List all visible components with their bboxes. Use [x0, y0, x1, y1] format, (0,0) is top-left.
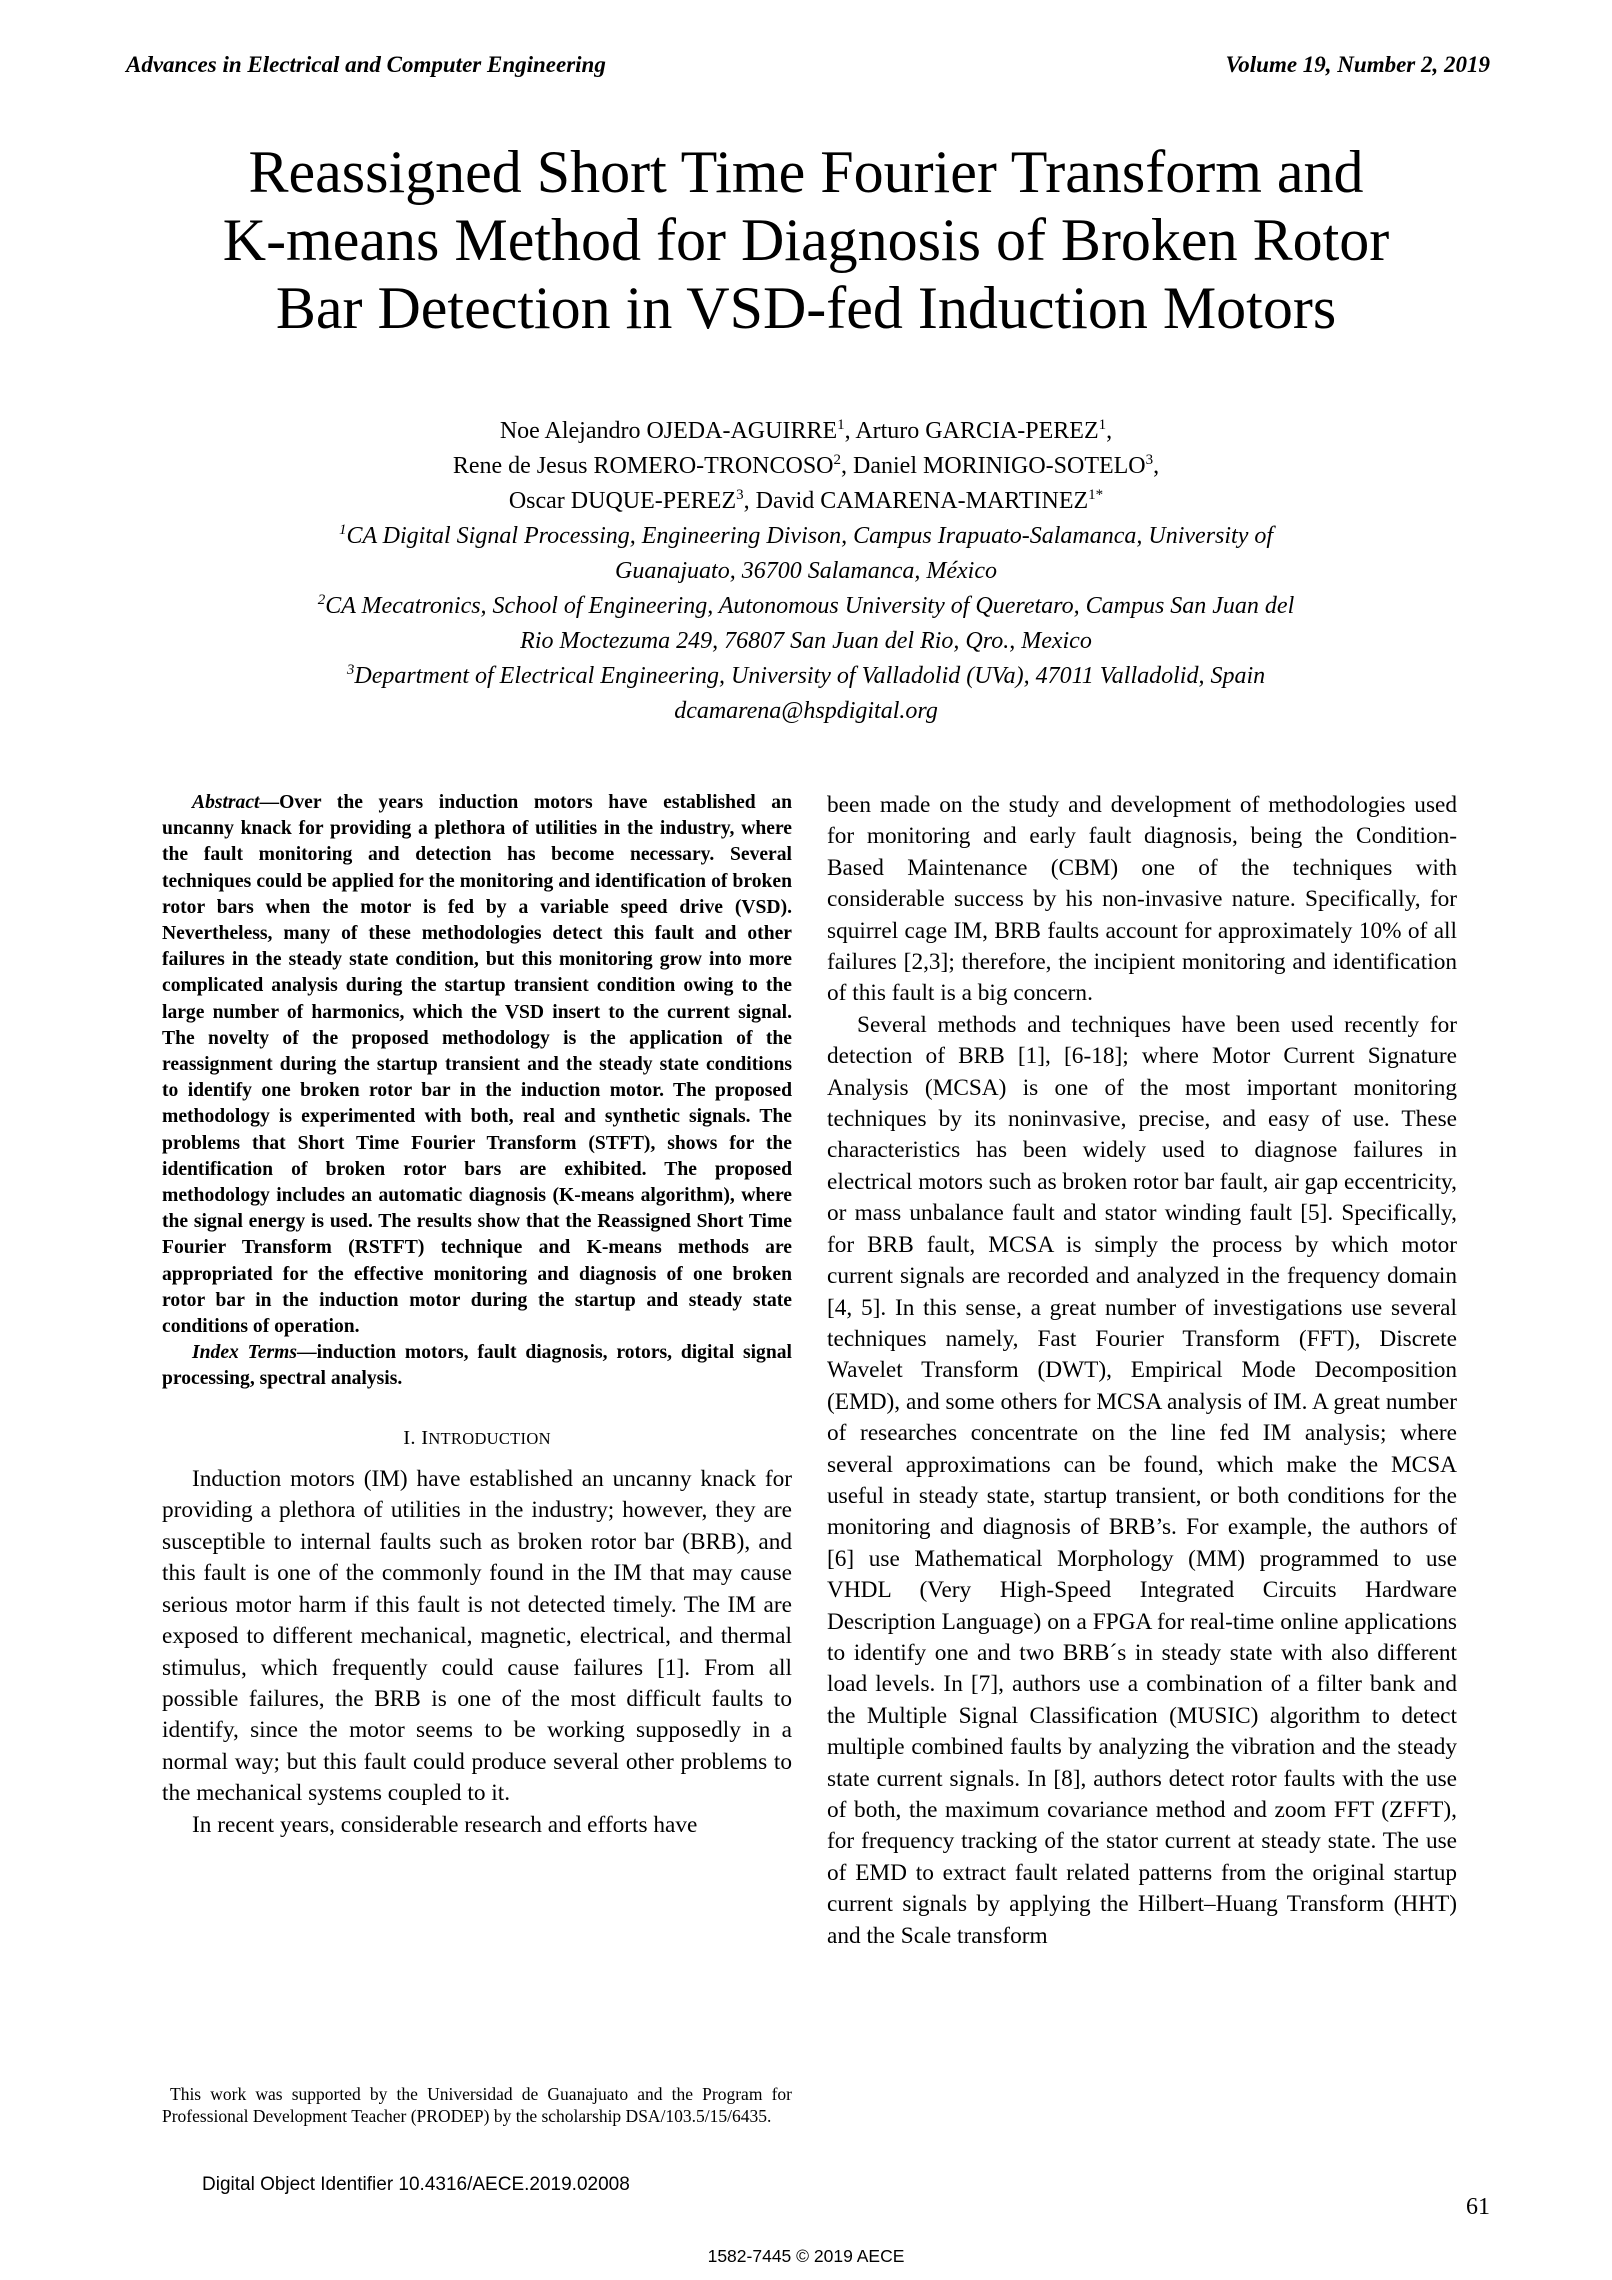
author-name: Noe Alejandro OJEDA-AGUIRRE	[499, 418, 838, 444]
affiliation-text: CA Digital Signal Processing, Engineering Divison, Campus Irapuato-Salamanca, University of	[346, 523, 1274, 549]
index-terms-label: Index Terms	[192, 1342, 297, 1364]
intro-paragraph-2: In recent years, considerable research and efforts have	[192, 1811, 698, 1838]
index-terms	[162, 1340, 792, 1392]
author-name: Rene de Jesus ROMERO-TRONCOSO	[452, 453, 834, 479]
author-name: Arturo GARCIA-PEREZ	[855, 418, 1099, 444]
journal-name: Advances in Electrical and Computer Engineering	[126, 52, 606, 77]
volume-info: Volume 19, Number 2, 2019	[1225, 52, 1490, 77]
affiliation-text: Department of Electrical Engineering, University of Valladolid (UVa), 47011 Valladolid, Spain	[354, 663, 1266, 689]
author-line-3: Oscar DUQUE-PEREZ$^3$, David CAMARENA-$MARTINEZ^{1*}$	[508, 487, 1104, 514]
abstract	[162, 790, 792, 1340]
section-first-letter: I	[421, 1426, 429, 1449]
doi: Digital Object Identifier 10.4316/AECE.2019.02008	[202, 2174, 630, 2195]
author-sup: 2	[833, 452, 842, 468]
title-line-1: Reassigned Short Time Fourier Transform and	[248, 139, 1364, 205]
right-paragraph-1: been made on the study and development of methodologies used for monitoring and early fault diagnosis, being the Condition-Based Maintenance (CBM) one of the techniques with considerable success by his non-invasive nature. Specifically, for squirrel cage IM, BRB faults account for approximately 10% of all failures [2,3]; therefore, the incipient monitoring and identification of this fault is a big concern.	[827, 792, 1457, 1007]
affiliation-2	[120, 589, 1492, 624]
author-sup: 3	[736, 487, 744, 503]
section-heading-introduction	[162, 1423, 792, 1454]
section-number: I.	[403, 1426, 422, 1449]
affiliation-text: CA Mecatronics, School of Engineering, Autonomous University of Queretaro, Campus San Juan del	[325, 593, 1295, 619]
right-paragraph-2: Several methods and techniques have been used recently for detection of BRB [1], [6-18]; where Motor Current Signature Analysis (MCSA) is one of the most important monitoring techniques by its noninvasive, precise, and easy of use. These characteristics has been widely used to diagnose failures in electrical motors such as broken rotor bar fault, air gap eccentricity, or mass unbalance fault and stator winding fault [5]. Specifically, for BRB fault, MCSA is simply the process by which motor current signals are recorded and analyzed in the frequency domain [4, 5]. In this sense, a great number of investigations use several techniques namely, Fast Fourier Transform (FFT), Discrete Wavelet Transform (DWT), Empirical Mode Decomposition (EMD), and some others for MCSA analysis of IM. A great number of researches concentrate on the line fed IM analysis; where several approximations can be found, which make the MCSA useful in steady state, startup transient, or both conditions for the monitoring and diagnosis of BRB’s. For example, the authors of [6] use Mathematical Morphology (MM) programmed to use VHDL (Very High-Speed Integrated Circuits Hardware Description Language) on a FPGA for real-time online applications to identify one and two BRB´s in steady state with also different load levels. In [7], authors use a combination of a filter bank and the Multiple Signal Classification (MUSIC) algorithm to detect multiple combined faults by analyzing the vibration and the steady state current signals. In [8], authors detect rotor faults with the use of both, the maximum covariance method and zoom FFT (ZFFT), for frequency tracking of the stator current at steady state. The use of EMD to extract fault related patterns from the original startup current signals by applying the Hilbert–Huang Transform (HHT) and the Scale transform	[827, 1011, 1457, 1949]
index-terms-text: —induction motors, fault diagnosis, rotors, digital signal processing, spectral analysis.	[162, 1342, 792, 1390]
author-block	[120, 414, 1492, 729]
affiliation-sup: 3	[346, 662, 355, 678]
section-rest: NTRODUCTION	[428, 1428, 551, 1448]
issn-copyright: 1582-7445 © 2019 AECE	[707, 2246, 905, 2266]
affiliation-sup: 2	[317, 592, 326, 608]
author-name: Daniel MORINIGO-SOTELO	[853, 453, 1146, 479]
author-sup: 1*	[1088, 487, 1104, 503]
author-line-1: Noe Alejandro OJEDA-AGUIRRE$^1$, Arturo GARCIA-PEREZ$^1$,	[499, 417, 1113, 444]
intro-paragraph-1: Induction motors (IM) have established an uncanny knack for providing a plethora of utilities in the industry; however, they are susceptible to internal faults such as broken rotor bar (BRB), and this fault is one of the commonly found in the IM that may cause serious motor harm if this fault is not detected timely. The IM are exposed to different mechanical, magnetic, electrical, and thermal stimulus, which frequently could cause failures [1]. From all possible failures, the BRB is one of the most difficult faults to identify, since the motor seems to be working supposedly in a normal way; but this fault could produce several other problems to the mechanical systems coupled to it.	[162, 1466, 792, 1807]
paper-title	[120, 138, 1492, 342]
abstract-label: Abstract	[192, 792, 260, 813]
affiliation-1-cont: Guanajuato, 36700 Salamanca, México	[615, 558, 997, 584]
author-sup: 1	[1098, 417, 1107, 433]
funding-footnote: This work was supported by the Universidad de Guanajuato and the Program for Professional Development Teacher (PRODEP) by the scholarship DSA/103.5/15/6435.	[162, 2084, 792, 2126]
author-name: Oscar DUQUE-PEREZ	[508, 488, 737, 514]
left-column	[162, 790, 792, 1841]
author-line-2: Rene de Jesus ROMERO-TRONCOSO$^2$, Daniel MORINIGO-SOTELO$^3$,	[452, 452, 1160, 479]
title-line-2: K-means Method for Diagnosis of Broken Rotor	[222, 207, 1390, 273]
abstract-text: —Over the years induction motors have established an uncanny knack for providing a plethora of utilities in the industry, where the fault monitoring and detection has become necessary. Several techniques could be applied for the monitoring and identification of broken rotor bars when the motor is fed by a variable speed drive (VSD). Nevertheless, many of these methodologies detect this fault and other failures in the steady state condition, but this monitoring grow into more complicated analysis during the startup transient condition owing to the large number of harmonics, which the VSD insert to the current signal. The novelty of the proposed methodology is the application of the reassignment during the startup transient and the steady state conditions to identify one broken rotor bar in the induction motor. The proposed methodology is experimented with both, real and synthetic signals. The problems that Short Time Fourier Transform (STFT), shows for the identification of broken rotor bars are exhibited. The proposed methodology includes an automatic diagnosis (K-means algorithm), where the signal energy is used. The results show that the Reassigned Short Time Fourier Transform (RSTFT) technique and K-means methods are appropriated for the effective monitoring and diagnosis of one broken rotor bar in the induction motor during the startup and steady state conditions of operation.	[162, 792, 792, 1338]
author-sup: 1	[837, 417, 845, 433]
author-sup: 3	[1145, 452, 1154, 468]
right-column	[827, 790, 1457, 1952]
title-line-3: Bar Detection in VSD-fed Induction Motors	[275, 275, 1337, 341]
affiliation-1	[120, 519, 1492, 554]
affiliation-sup: 1	[338, 522, 347, 538]
page-number: 61	[1466, 2194, 1490, 2220]
contact-email[interactable]: dcamarena@hspdigital.org	[674, 698, 938, 724]
affiliation-2-cont: Rio Moctezuma 249, 76807 San Juan del Rio, Qro., Mexico	[520, 628, 1092, 654]
affiliation-3	[120, 659, 1492, 694]
author-name: David CAMARENA-MARTINEZ	[755, 488, 1089, 514]
